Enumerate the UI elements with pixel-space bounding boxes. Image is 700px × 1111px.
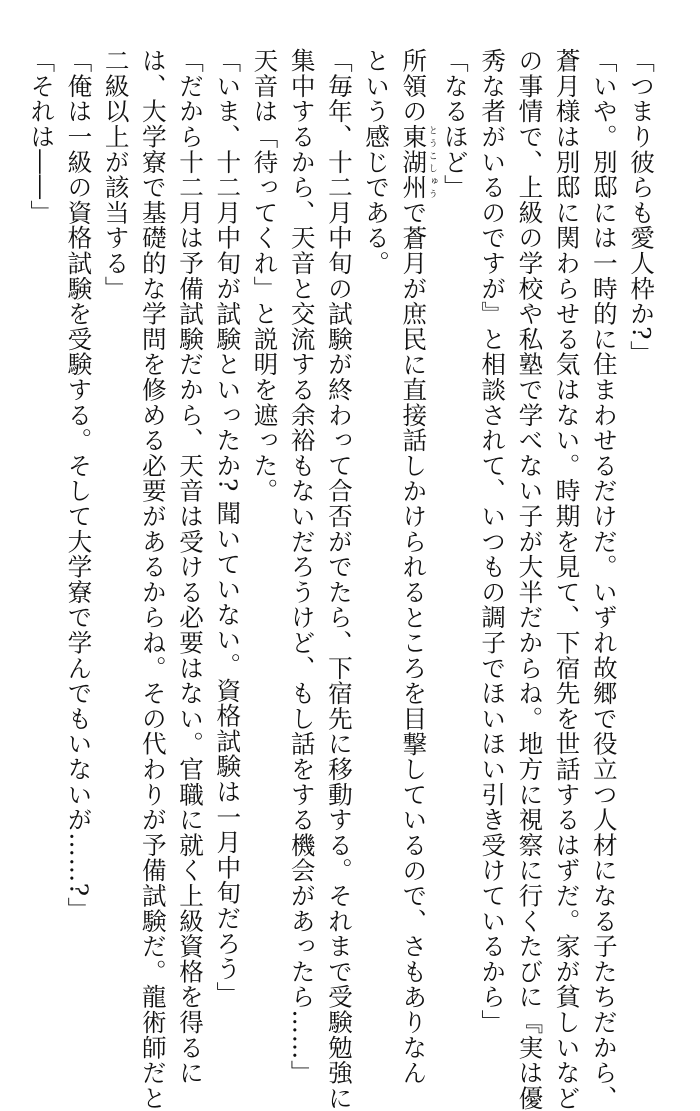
text-line-with-ruby xyxy=(395,48,437,1086)
ruby-reading: とうこしゅう xyxy=(426,123,437,200)
text-line: 「俺は一級の資格試験を受験する。そして大学寮で学んでもいないが……?」 xyxy=(64,48,94,923)
place-name-ruby xyxy=(399,123,437,200)
text-line: 秀な者がいるのですが』と相談されて、いつもの調子でほいほい引き受けているから」 xyxy=(478,48,508,1035)
text-line: という感じである。 xyxy=(362,48,392,276)
text-line: 「いや。別邸には一時的に住まわせるだけだ。いずれ故郷で役立つ人材になる子たちだから、 xyxy=(589,48,619,1111)
text-line: 「なるほど」 xyxy=(440,48,470,200)
ruby-line-before: 所領の xyxy=(399,48,429,124)
text-line: 「いま、十二月中旬が試験といったか? 聞いていない。資格試験は一月中旬だろう」 xyxy=(213,48,243,1007)
text-line: の事情で、上級の学校や私塾で学べない子が大半だからね。地方に視察に行くたびに『実は優 xyxy=(515,48,545,1111)
ruby-line-after: で蒼月が庶民に直接話しかけられるところを目撃しているので、さもありなん xyxy=(399,199,429,1086)
text-line: 蒼月様は別邸に関わらせる気はない。時期を見て、下宿先を世話するはずだ。家が貧しいなど xyxy=(552,48,582,1111)
ruby-base: 東湖州 xyxy=(399,123,429,200)
text-line: 「毎年、十二月中旬の試験が終わって合否がでたら、下宿先に移動する。それまで受験勉強に xyxy=(324,48,354,1111)
text-line: 「それは――」 xyxy=(27,48,57,226)
text-line: 天音は「待ってくれ」と説明を遮った。 xyxy=(250,48,280,504)
vertical-text-body xyxy=(23,48,660,1111)
text-line: 「だから十二月は予備試験だから、天音は受ける必要はない。官職に就く上級資格を得るに xyxy=(176,48,206,1086)
text-line: は、大学寮で基礎的な学問を修める必要があるからね。その代わりが予備試験だ。龍術師だと xyxy=(138,48,168,1111)
text-line: 二級以上が該当する」 xyxy=(101,48,131,301)
text-line: 「つまり彼らも愛人枠か?」 xyxy=(627,48,656,366)
text-line: 集中するから、天音と交流する余裕もないだろうけど、もし話をする機会があったら……」 xyxy=(287,48,317,1086)
